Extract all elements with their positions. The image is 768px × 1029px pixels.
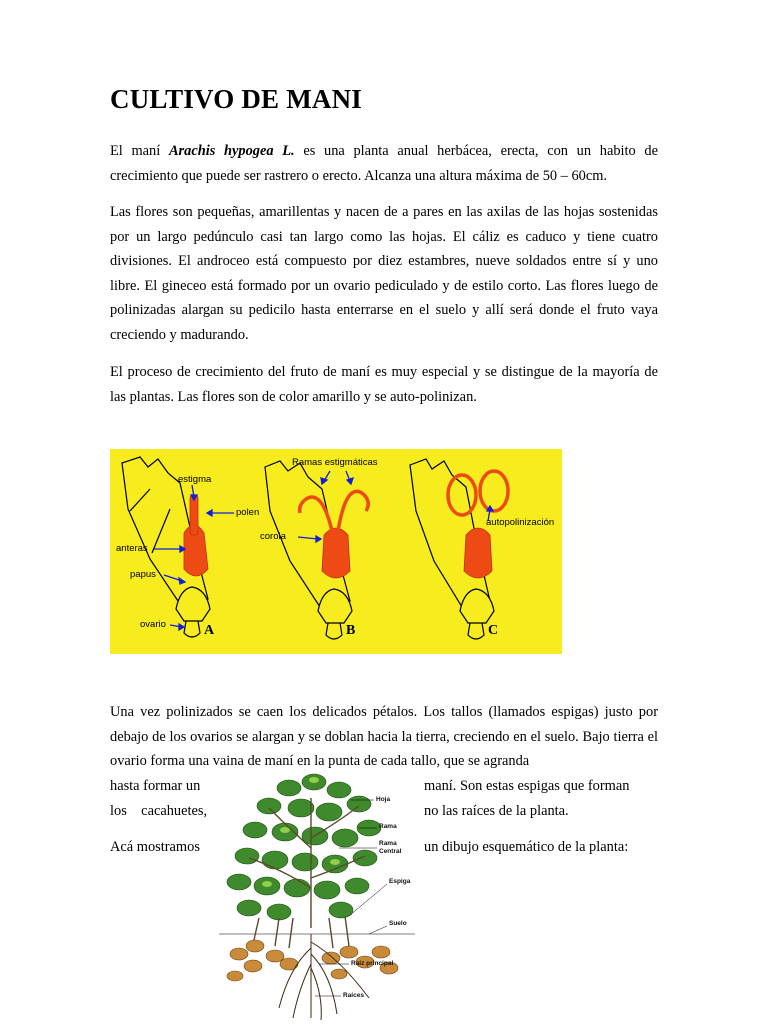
autopollination-loop-right	[480, 471, 508, 511]
plant-label-rama-central-1: Rama	[379, 840, 397, 847]
intro-paragraph	[110, 139, 658, 188]
plant-drawing	[219, 768, 415, 1024]
wrap-line-1-right: maní. Son estas espigas que forman	[424, 778, 630, 794]
figure-letter-b: B	[346, 623, 356, 638]
wrap-line-2-right: no las raíces de la planta.	[424, 803, 569, 819]
label-polen: polen	[236, 507, 260, 518]
stigmatic-branch-right	[338, 491, 368, 531]
figure-letter-c: C	[488, 623, 499, 638]
pollination-figure	[110, 449, 562, 654]
document-title: CULTIVO DE MANI	[110, 84, 362, 114]
label-papus: papus	[130, 569, 156, 580]
wrap-line-3-left: Acá mostramos	[110, 839, 200, 855]
wrap-line-2-left: los cacahuetes,	[110, 803, 208, 819]
pollination-paragraph: Una vez polinizados se caen los delicados pétalos. Los tallos (llamados espigas) justo por debajo de los ovarios se alargan y se doblan hacia la tierra, creciendo en el suelo. Bajo tierra el ovario forma una vaina de maní en la punta de cada tallo, que se agranda	[110, 704, 658, 769]
peanut-plant-illustration	[219, 768, 415, 1024]
plant-label-espiga: Espiga	[389, 878, 411, 885]
figure-letter-a: A	[204, 623, 215, 638]
process-paragraph: El proceso de crecimiento del fruto de maní es muy especial y se distingue de la mayoría de las plantas. Las flores son de color amarillo y se auto-polinizan.	[110, 364, 658, 405]
plant-label-raiz-principal: Raíz principal	[351, 960, 394, 967]
scientific-name: Arachis hypogea L.	[168, 143, 295, 159]
wrap-line-3-right: un dibujo esquemático de la planta:	[424, 839, 629, 855]
label-autopolinizacion: autopolinización	[486, 517, 555, 528]
anther-b	[322, 528, 350, 578]
label-ovario: ovario	[140, 619, 166, 630]
plant-label-rama: Rama	[379, 823, 397, 830]
intro-text-post: es una planta anual herbácea, erecta, con un habito de crecimiento que puede ser rastrero o erecto. Alcanza una altura máxima de 50 – 60cm.	[110, 143, 658, 184]
label-anteras: anteras	[116, 543, 148, 554]
plant-label-hoja: Hoja	[376, 796, 391, 803]
intro-text-pre: El maní	[110, 143, 169, 159]
label-ramas-estigmaticas: Ramas estigmáticas	[292, 457, 378, 468]
plant-label-raices: Raíces	[343, 992, 364, 999]
label-estigma: estigma	[178, 474, 212, 485]
plant-label-suelo: Suelo	[389, 920, 407, 927]
label-corola: corola	[260, 531, 286, 542]
anther-c	[464, 528, 492, 578]
flowers-paragraph: Las flores son pequeñas, amarillentas y nacen de a pares en las axilas de las hojas sostenidas por un largo pedúnculo casi tan largo como las hojas. El cáliz es caduco y tiene cuatro divisiones. El androceo está compuesto por diez estambres, nueve soldados entre sí y uno libre. El gineceo está formado por un ovario pediculado y de estilo corto. Las flores luego de polinizadas alargan su pedicilo hasta enterrarse en el suelo y allí será donde el fruto vaya creciendo y madurando.	[110, 204, 658, 343]
wrap-line-1-left: hasta formar un	[110, 778, 201, 794]
plant-label-rama-central-2: Central	[379, 848, 402, 855]
